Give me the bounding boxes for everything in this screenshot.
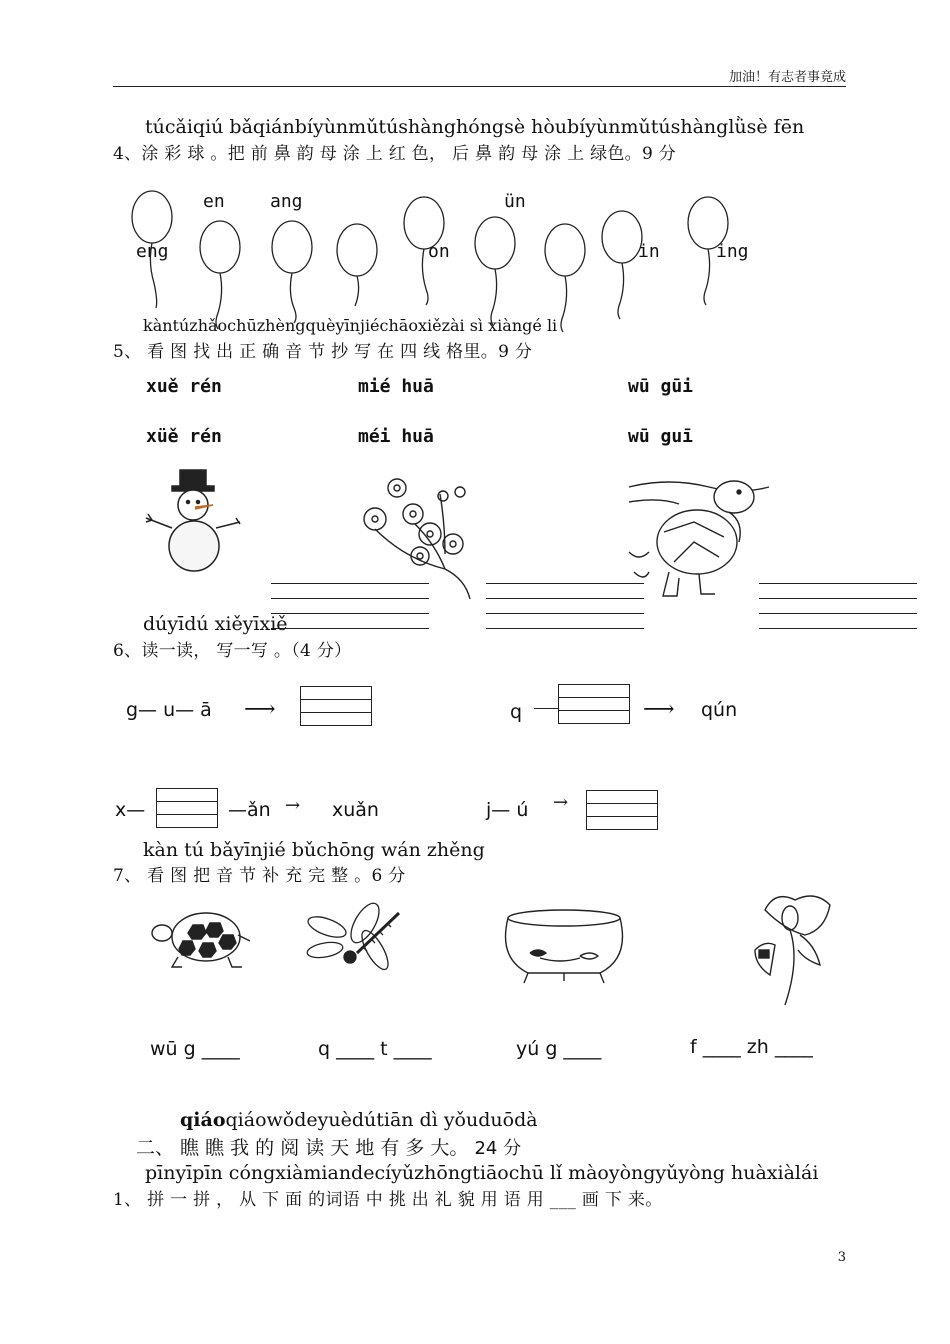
writing-grid[interactable] (156, 788, 218, 828)
q6-spell-3b: —ǎn (228, 799, 271, 821)
writing-grid[interactable] (300, 686, 372, 726)
q4-text: 4、涂 彩 球 。把 前 鼻 韵 母 涂 上 红 色， 后 鼻 韵 母 涂 上 绿色。9 分 (113, 144, 677, 164)
balloon-icon (545, 224, 585, 276)
balloon-icon (602, 211, 642, 263)
s2-title-text: 二、 瞧 瞧 我 的 阅 读 天 地 有 多 大。 (136, 1137, 469, 1159)
q6-spell-4: j— ú (486, 799, 529, 821)
s2-pinyin-bold: qiáo (180, 1109, 226, 1131)
q7-pinyin: kàn tú bǎyīnjié bǔchōng wán zhěng (143, 839, 485, 861)
balloon-icon (132, 191, 172, 243)
q5-pinyin: kàntúzhǎochūzhèngquèyīnjiéchāoxiězài sì xiàngé li (143, 316, 558, 335)
q5-option: xuě rén (146, 376, 222, 397)
q5-option: wū guī (628, 426, 694, 447)
snowman-icon (140, 468, 250, 578)
turtle-icon (148, 905, 258, 975)
balloon-label: in (638, 241, 660, 262)
s2q1-text: 1、 拼 一 拼 ， 从 下 面 的词语 中 挑 出 礼 貌 用 语 用 ___ 画 下 来。 (113, 1190, 663, 1210)
fishbowl-icon (500, 908, 630, 988)
balloon-label: ang (270, 191, 303, 212)
q6-text: 6、读一读， 写一写 。（4 分） (113, 641, 352, 661)
q5-option: wū gūi (628, 376, 694, 397)
q7-text: 7、 看 图 把 音 节 补 充 完 整 。6 分 (113, 866, 406, 886)
balloon-label: eng (136, 241, 169, 262)
q6-pinyin: dúyīdú xiěyīxiě (143, 613, 288, 635)
arrow-right-icon: → (285, 795, 301, 816)
q6-spell-2: q (510, 701, 523, 723)
writing-lines[interactable] (271, 583, 429, 643)
s2q1-pinyin: pīnyīpīn cóngxiàmiandecíyǔzhōngtiāochū lǐ màoyòngyǔyòng huàxiàlái (145, 1162, 819, 1184)
arrow-right-icon: → (553, 792, 569, 813)
q6-result-3: xuǎn (332, 799, 379, 821)
q6-spell-3: x— (115, 799, 146, 821)
balloon-icon (337, 224, 377, 276)
q5-option: mié huā (358, 376, 434, 397)
balloon-icon (200, 221, 240, 273)
writing-lines[interactable] (759, 583, 917, 643)
q7-blank-1[interactable]: wū g ____ (150, 1038, 240, 1060)
header-rule (113, 86, 846, 87)
balloon-string (355, 276, 359, 306)
writing-grid[interactable] (586, 790, 658, 830)
balloon-string (561, 276, 567, 332)
writing-grid[interactable] (558, 684, 630, 724)
page-number: 3 (837, 1250, 846, 1265)
dash (534, 708, 558, 709)
balloon-string (618, 263, 624, 319)
q5-option: méi huā (358, 426, 434, 447)
arrow-right-icon: ⟶ (244, 697, 276, 722)
s2-score: 24 分 (474, 1138, 522, 1159)
writing-lines[interactable] (486, 583, 644, 643)
q5-option: xüě rén (146, 426, 222, 447)
q5-text: 5、 看 图 找 出 正 确 音 节 抄 写 在 四 线 格里。9 分 (113, 342, 533, 362)
arrow-right-icon: ⟶ (643, 697, 675, 722)
dragonfly-icon (305, 905, 405, 990)
balloon-icon (475, 217, 515, 269)
balloon-icon (272, 221, 312, 273)
q6-result-2: qún (701, 699, 738, 721)
q7-blank-2[interactable]: q ____ t ____ (318, 1038, 432, 1060)
balloon-label: on (428, 241, 450, 262)
page-header: 加油！有志者事竟成 (728, 70, 846, 85)
balloon-label: ing (716, 241, 749, 262)
s2-title (136, 1133, 521, 1160)
q6-spell-1: g— u— ā (126, 699, 212, 721)
q7-blank-3[interactable]: yú g ____ (516, 1038, 602, 1060)
turtle-icon (629, 472, 769, 602)
s2-pinyin (180, 1109, 538, 1131)
balloon-label: en (203, 191, 225, 212)
q4-pinyin: túcǎiqiú bǎqiánbíyùnmǔtúshànghóngsè hòubíyùnmǔtúshànglǜsè fēn (145, 116, 805, 138)
s2-pinyin-rest: qiáowǒdeyuèdútiān dì yǒuduōdà (225, 1109, 538, 1131)
balloon-label: ün (504, 191, 526, 212)
q7-blank-4[interactable]: f ____ zh ____ (690, 1036, 813, 1058)
balloon-string (704, 249, 710, 305)
frog-on-lotus-icon (745, 890, 835, 1010)
